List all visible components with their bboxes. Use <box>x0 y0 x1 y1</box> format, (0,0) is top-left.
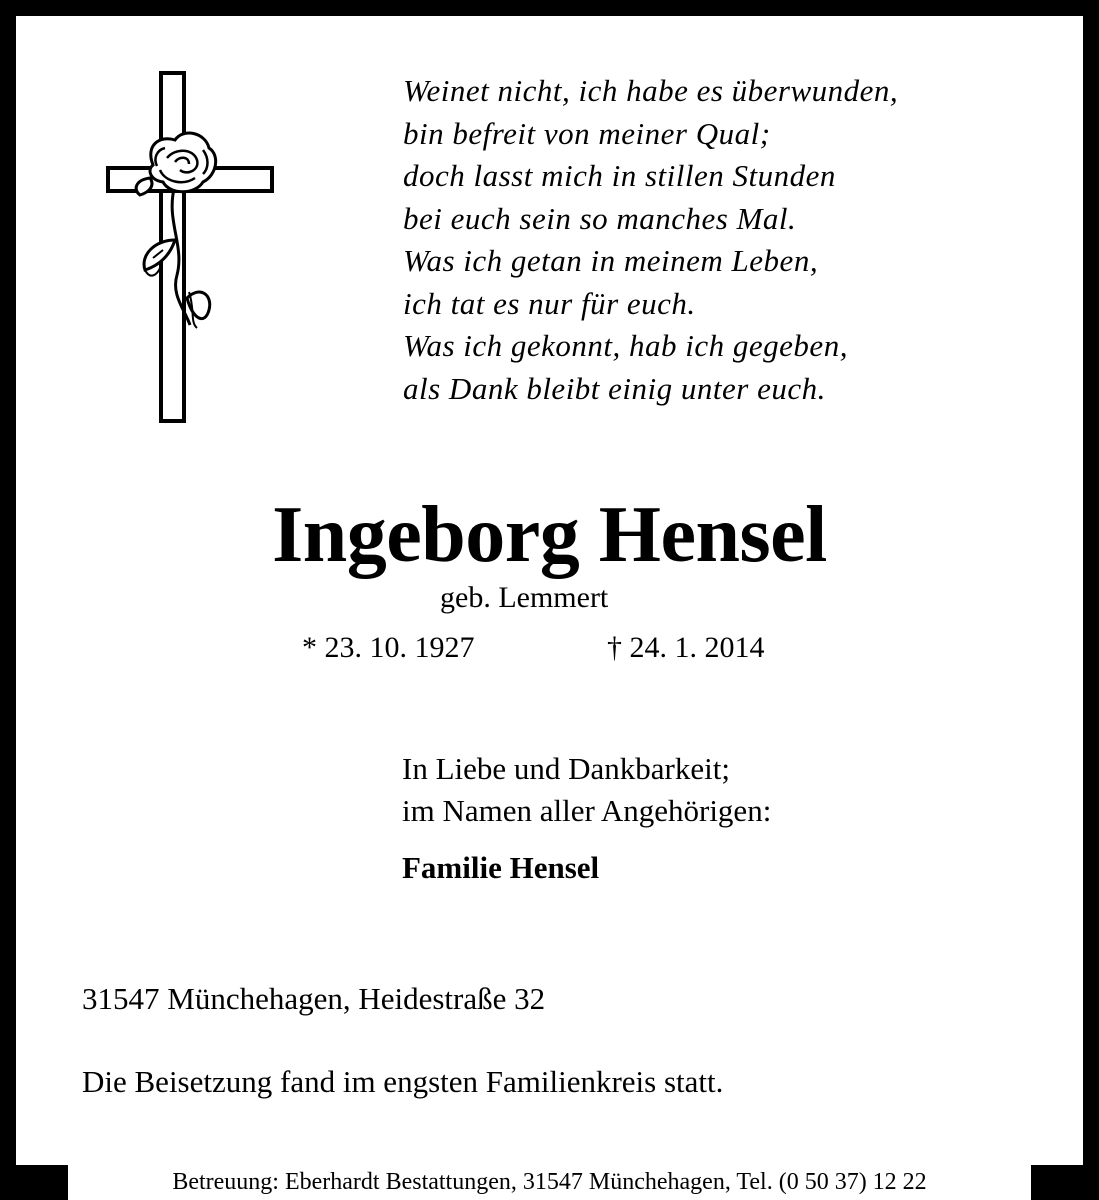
mourners-line: In Liebe und Dankbarkeit; <box>402 751 730 786</box>
poem-line: Was ich gekonnt, hab ich gegeben, <box>403 328 848 363</box>
poem-line: bin befreit von meiner Qual; <box>403 115 771 151</box>
poem <box>403 70 1063 410</box>
mourners-line: im Namen aller Angehörigen: <box>402 793 772 828</box>
poem-line: als Dank bleibt einig unter euch. <box>403 370 826 406</box>
deceased-name: Ingeborg Hensel <box>272 491 827 579</box>
mourners-text <box>402 748 771 832</box>
poem-line: ich tat es nur für euch. <box>403 285 696 321</box>
poem-line: Weinet nicht, ich habe es überwunden, <box>403 73 899 108</box>
poem-line: Was ich getan in meinem Leben, <box>403 243 819 278</box>
birth-date: * 23. 10. 1927 <box>302 631 475 664</box>
cross-with-rose-icon <box>105 70 275 425</box>
poem-line: doch lasst mich in stillen Stunden <box>403 158 836 193</box>
birth-name: geb. Lemmert <box>440 581 609 614</box>
death-date: † 24. 1. 2014 <box>607 631 765 664</box>
family-signature: Familie Hensel <box>402 850 600 885</box>
footer-text: Betreuung: Eberhardt Bestattungen, 31547 Münchehagen, Tel. (0 50 37) 12 22 <box>68 1165 1031 1200</box>
address: 31547 Münchehagen, Heidestraße 32 <box>82 981 546 1016</box>
poem-line: bei euch sein so manches Mal. <box>403 200 797 236</box>
burial-note: Die Beisetzung fand im engsten Familienkreis statt. <box>82 1064 724 1099</box>
